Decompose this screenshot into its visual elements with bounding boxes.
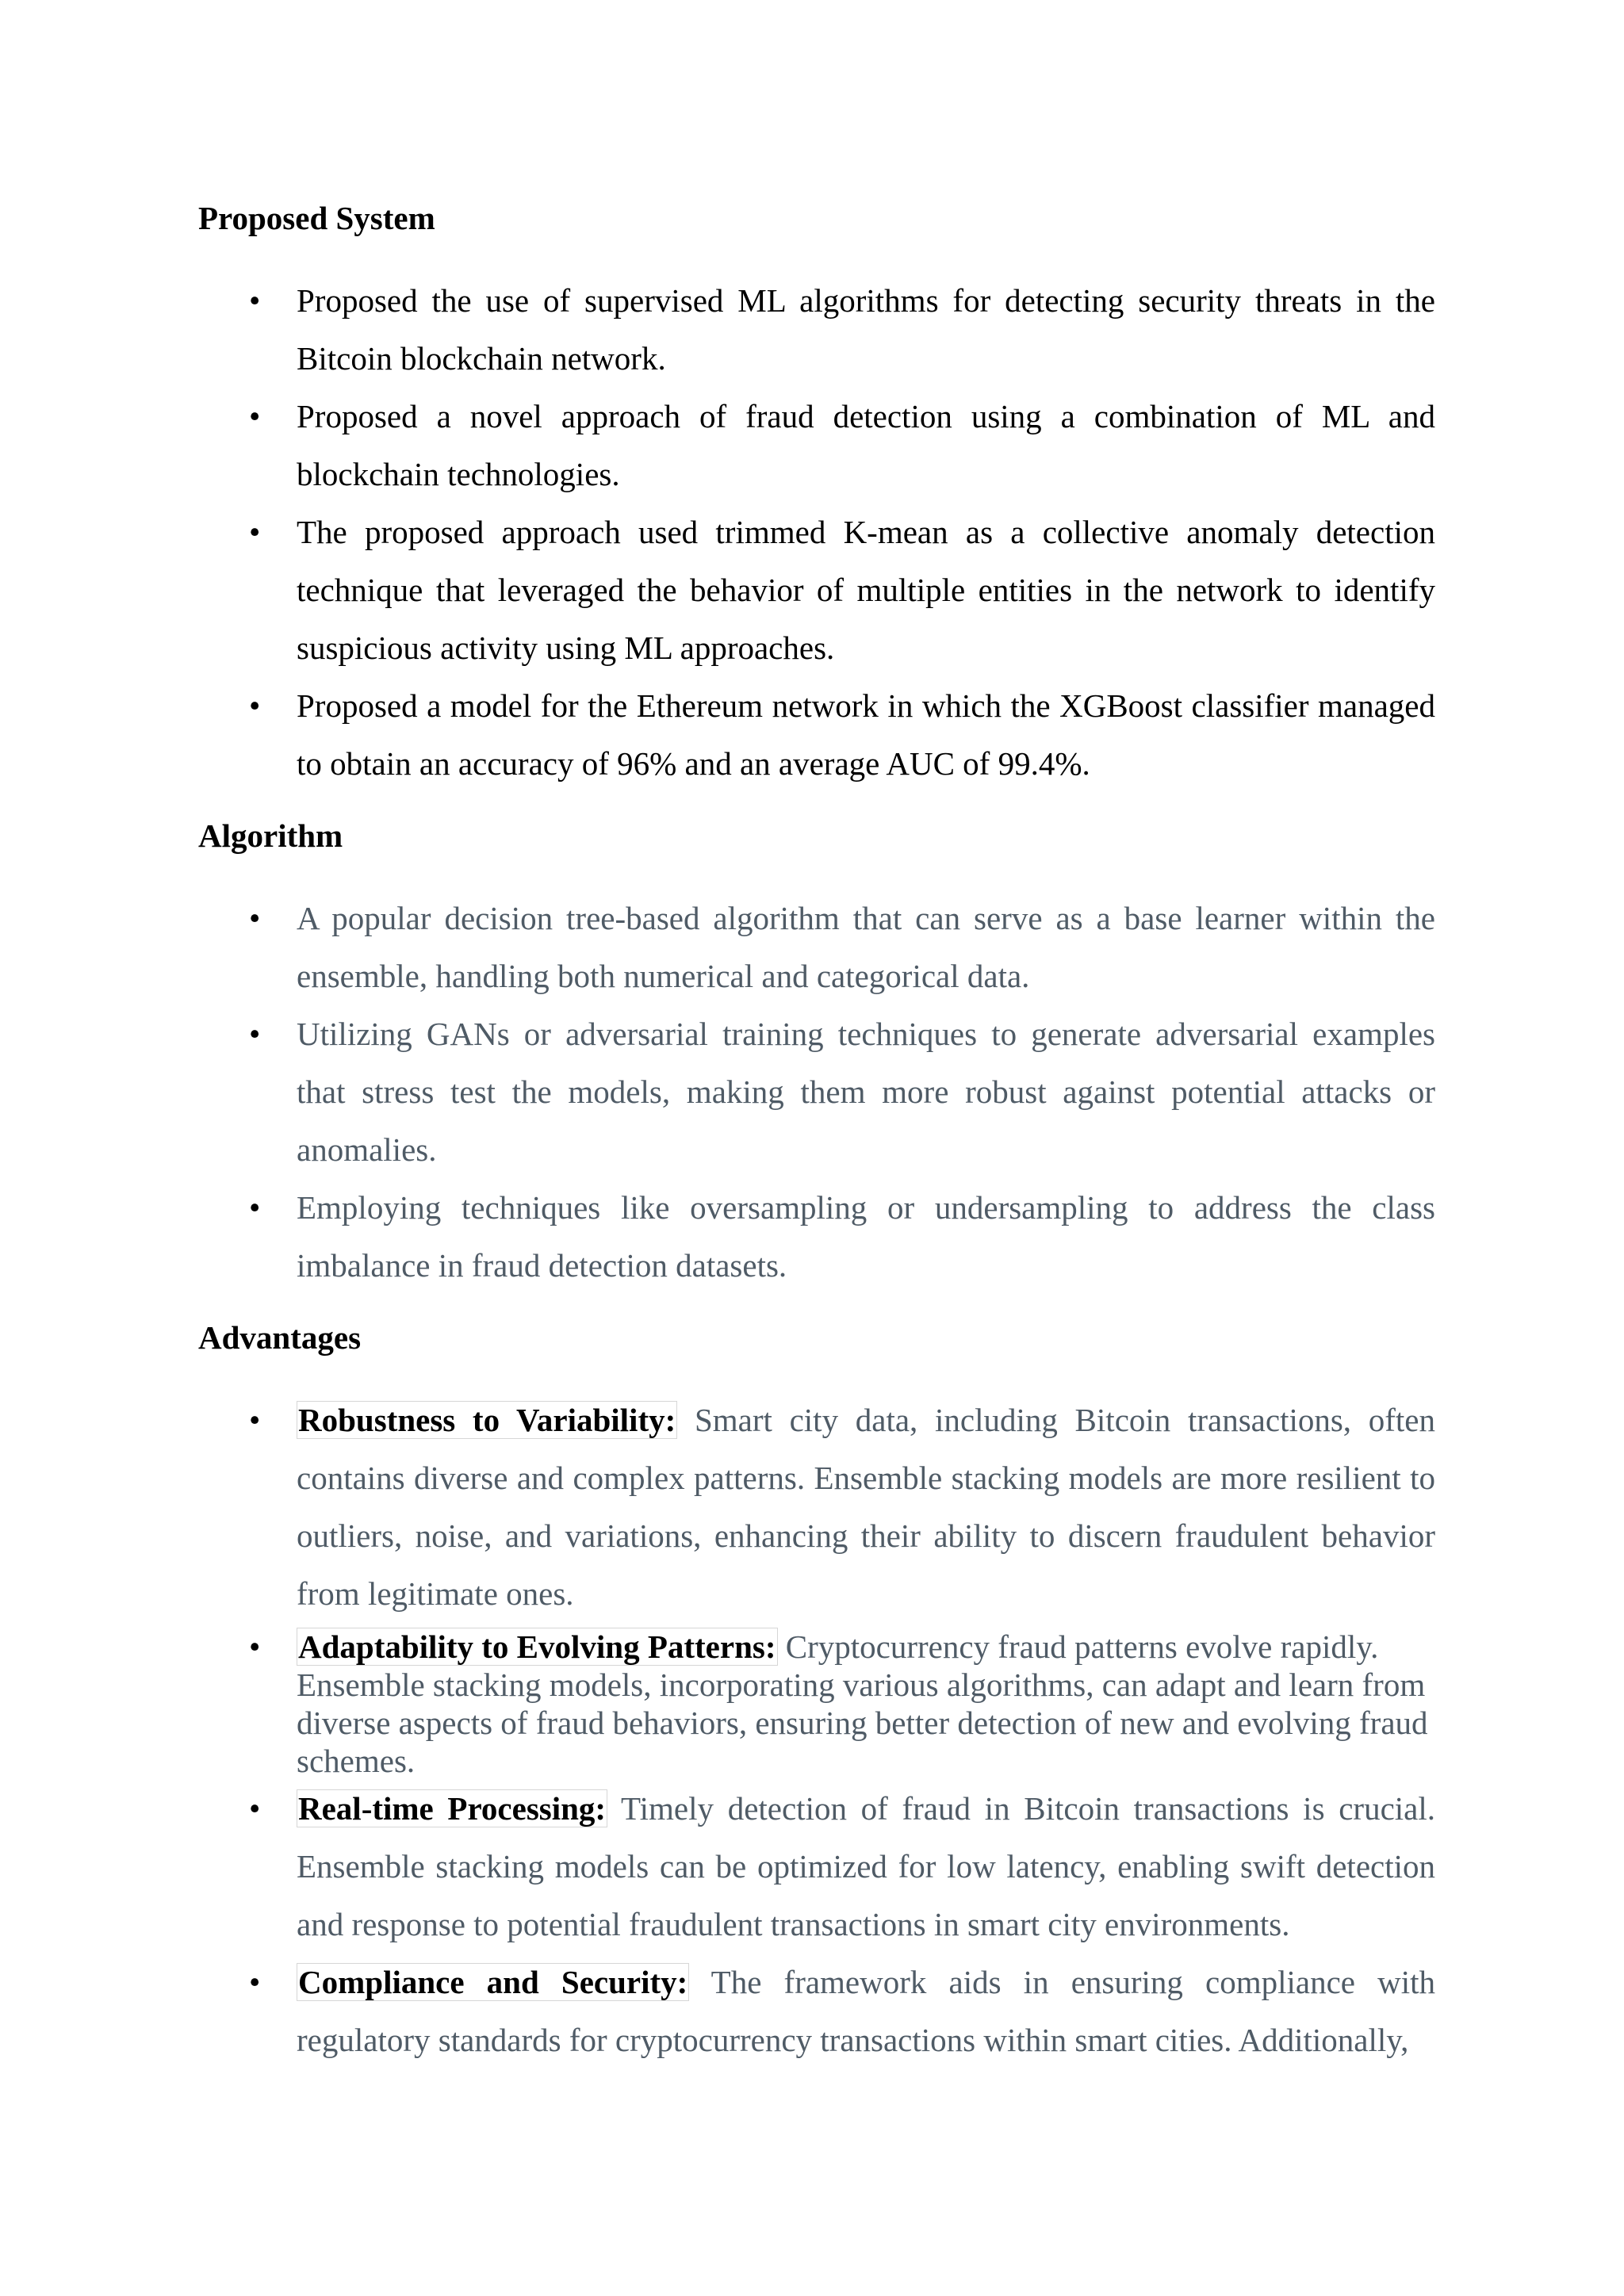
list-item: [198, 388, 1435, 503]
list-item: [198, 1780, 1435, 1954]
bullet-icon: •: [249, 1402, 261, 1438]
proposed-system-list: [198, 272, 1435, 793]
advantage-text: Cryptocurrency fraud patterns evolve rapidly. Ensemble stacking models, incorporating various algorithms, can adapt and learn from diverse aspects of fraud behaviors, ensuring better detection of new and evolving fraud schemes.: [297, 1628, 1428, 1779]
bullet-icon: •: [249, 1964, 261, 2000]
list-item-text: Proposed the use of supervised ML algorithms for detecting security threats in the Bitcoin blockchain network.: [297, 282, 1435, 377]
bullet-icon: •: [249, 514, 261, 550]
list-item: [198, 503, 1435, 677]
list-item: [198, 1391, 1435, 1623]
list-item-text: Proposed a novel approach of fraud detection using a combination of ML and blockchain technologies.: [297, 398, 1435, 492]
list-item: [198, 1628, 1435, 1780]
advantages-list: [198, 1391, 1435, 2069]
advantage-text: Timely detection of fraud in Bitcoin transactions is crucial. Ensemble stacking models can be optimized for low latency, enabling swift detection and response to potential fraudulent transactions in smart city environments.: [297, 1790, 1435, 1942]
bullet-icon: •: [249, 398, 261, 434]
bullet-icon: •: [249, 1628, 261, 1665]
section-heading-advantages: Advantages: [198, 1319, 362, 1356]
list-item: [198, 1954, 1435, 2069]
advantage-term: Compliance and Security:: [298, 1964, 688, 2000]
advantage-text: Smart city data, including Bitcoin transactions, often contains diverse and complex patterns. Ensemble stacking models are more resilient to outliers, noise, and variations, enhancing their ability to discern fraudulent behavior from legitimate ones.: [297, 1402, 1435, 1612]
bullet-icon: •: [249, 1189, 261, 1226]
document-page: [198, 194, 1435, 2069]
section-heading-proposed-system: Proposed System: [198, 200, 435, 236]
algorithm-list: [198, 890, 1435, 1295]
list-item-text: A popular decision tree-based algorithm that can serve as a base learner within the ensemble, handling both numerical and categorical data.: [297, 900, 1435, 994]
bullet-icon: •: [249, 1016, 261, 1052]
list-item: [198, 677, 1435, 793]
list-item-text: Proposed a model for the Ethereum network in which the XGBoost classifier managed to obtain an accuracy of 96% and an average AUC of 99.4%.: [297, 687, 1435, 782]
advantage-term: Real-time Processing:: [298, 1790, 607, 1827]
list-item: [198, 1179, 1435, 1295]
list-item-text: Utilizing GANs or adversarial training techniques to generate adversarial examples that stress test the models, making them more robust against potential attacks or anomalies.: [297, 1016, 1435, 1168]
list-item-text: The proposed approach used trimmed K-mean as a collective anomaly detection technique that leveraged the behavior of multiple entities in the network to identify suspicious activity using ML approaches.: [297, 514, 1435, 666]
bullet-icon: •: [249, 687, 261, 724]
list-item-text: Employing techniques like oversampling or undersampling to address the class imbalance in fraud detection datasets.: [297, 1189, 1435, 1284]
list-item: [198, 1005, 1435, 1179]
advantage-term: Robustness to Variability:: [298, 1402, 676, 1438]
bullet-icon: •: [249, 282, 261, 319]
bullet-icon: •: [249, 900, 261, 936]
list-item: [198, 272, 1435, 388]
advantage-term: Adaptability to Evolving Patterns:: [298, 1628, 776, 1665]
bullet-icon: •: [249, 1790, 261, 1827]
list-item: [198, 890, 1435, 1005]
section-heading-algorithm: Algorithm: [198, 817, 343, 854]
advantage-text: The framework aids in ensuring compliance with regulatory standards for cryptocurrency transactions within smart cities. Additionally,: [297, 1964, 1435, 2058]
